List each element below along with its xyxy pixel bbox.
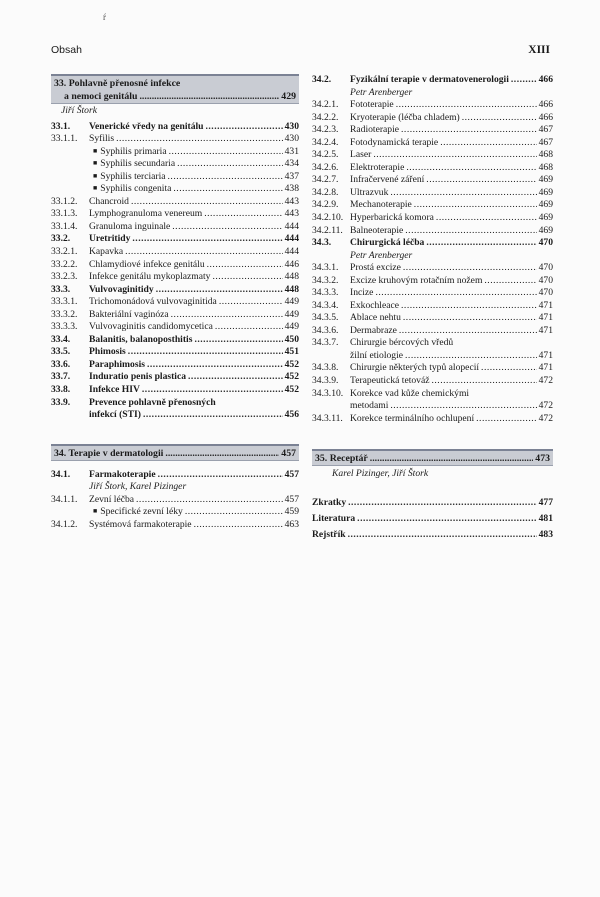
dot-leader bbox=[128, 346, 283, 359]
chapter-title: 35. Receptář bbox=[315, 453, 368, 465]
entry-page: 430 bbox=[284, 133, 299, 145]
dot-leader bbox=[171, 309, 283, 322]
entry-title: Ablace nehtu bbox=[350, 312, 401, 324]
entry-page: 444 bbox=[284, 245, 299, 257]
toc-entry[interactable]: 34.3.2. Excize kruhovým rotačním nožem ..... 470 bbox=[312, 275, 553, 288]
entry-title: Terapeutická tetováž bbox=[350, 375, 430, 387]
entry-title: Radioterapie bbox=[350, 124, 400, 136]
entry-title: Uretritidy bbox=[89, 233, 131, 245]
chapter-author: Karel Pizinger, Jiří Štork bbox=[332, 468, 429, 480]
toc-entry[interactable]: 33.3.1. Trichomonádová vulvovaginitida ..... 449 bbox=[51, 296, 299, 309]
dot-leader bbox=[147, 359, 283, 372]
toc-entry-34-2[interactable]: 34.2. Fyzikální terapie v dermatovenerologii ..... 466 bbox=[312, 74, 553, 87]
entry-page: 444 bbox=[284, 233, 299, 245]
dot-leader bbox=[132, 233, 282, 246]
dot-leader bbox=[194, 519, 283, 532]
dot-leader bbox=[131, 196, 283, 209]
entry-title: Chancroid bbox=[89, 195, 129, 207]
chapter-title: 34. Terapie v dermatologii bbox=[54, 447, 164, 459]
entry-page: 471 bbox=[538, 362, 553, 374]
section-author: Jiří Štork, Karel Pizinger bbox=[89, 481, 187, 493]
toc-entry[interactable]: 34.3.8. Chirurgie některých typů alopecií ..... 471 bbox=[312, 362, 553, 375]
chapter-35-header[interactable] bbox=[312, 449, 553, 466]
entry-title: Infekce genitálu mykoplazmaty bbox=[89, 271, 211, 283]
entry-title: Elektroterapie bbox=[350, 161, 405, 173]
entry-title: Infekce HIV bbox=[89, 383, 140, 395]
chapter-page: 429 bbox=[281, 90, 296, 102]
chapter-33-header[interactable] bbox=[51, 74, 299, 104]
dot-leader bbox=[172, 221, 282, 234]
toc-entry[interactable]: 34.3.9. Terapeutická tetováž ..... 472 bbox=[312, 375, 553, 388]
toc-entry-34-3-10[interactable]: 34.3.10. Korekce vad kůže chemickými bbox=[312, 387, 470, 399]
entry-page: 459 bbox=[284, 506, 299, 518]
toc-entry[interactable]: 34.2.2. Kryoterapie (léčba chladem) ..... 466 bbox=[312, 112, 553, 125]
dot-leader bbox=[406, 162, 536, 175]
dot-leader bbox=[401, 300, 537, 313]
toc-list-34-2 bbox=[312, 99, 553, 237]
dot-leader bbox=[169, 146, 283, 159]
entry-page: 438 bbox=[284, 183, 299, 195]
entry-title: Laser bbox=[350, 149, 372, 161]
entry-page: 443 bbox=[284, 208, 299, 220]
dot-leader bbox=[188, 371, 283, 384]
chapter-title-line2: a nemoci genitálu bbox=[64, 90, 138, 102]
entry-page: 452 bbox=[284, 371, 299, 383]
toc-entry[interactable]: 34.3.5. Ablace nehtu ..... 471 bbox=[312, 312, 553, 325]
toc-entry[interactable] bbox=[51, 183, 299, 196]
dot-leader bbox=[481, 362, 537, 375]
entry-page: 471 bbox=[538, 312, 553, 324]
entry-title: ■ Syphilis congenita bbox=[89, 183, 171, 196]
entry-page: 470 bbox=[538, 262, 553, 274]
entry-title: Bakteriální vaginóza bbox=[89, 308, 169, 320]
toc-entry[interactable]: 33.2.3. Infekce genitálu mykoplazmaty ..... 448 bbox=[51, 271, 299, 284]
dot-leader bbox=[168, 171, 283, 184]
entry-title: Incize bbox=[350, 287, 374, 299]
toc-entry[interactable] bbox=[51, 171, 299, 184]
dot-leader bbox=[125, 246, 283, 259]
toc-entry[interactable]: 33.8. Infekce HIV ..... 452 bbox=[51, 384, 299, 397]
entry-page: 434 bbox=[284, 158, 299, 170]
toc-entry[interactable]: 33.2. Uretritidy ..... 444 bbox=[51, 233, 299, 246]
page-header bbox=[51, 44, 550, 60]
entry-title: Prostá excize bbox=[350, 262, 401, 274]
toc-entry[interactable]: 34.3.6. Dermabraze ..... 471 bbox=[312, 325, 553, 338]
entry-page: 481 bbox=[538, 512, 553, 524]
dot-leader bbox=[177, 158, 283, 171]
entry-title: Zevní léčba bbox=[89, 493, 135, 505]
chapter-page: 457 bbox=[281, 447, 296, 459]
chapter-title-line1: 33. Pohlavně přenosné infekce bbox=[54, 78, 181, 89]
entry-title: ■ Syphilis primaria bbox=[89, 146, 167, 159]
dot-leader bbox=[206, 121, 283, 134]
toc-list-34-3b bbox=[312, 362, 553, 387]
toc-entry-33-9[interactable]: 33.9. Prevence pohlavně přenosných bbox=[51, 396, 216, 408]
dot-leader bbox=[403, 312, 537, 325]
toc-entry[interactable]: 34.2.4. Fotodynamická terapie ..... 467 bbox=[312, 137, 553, 150]
entry-page: 467 bbox=[538, 124, 553, 136]
entry-page: 463 bbox=[284, 518, 299, 530]
dot-leader bbox=[348, 495, 536, 511]
back-matter-list bbox=[312, 495, 553, 543]
toc-right-column bbox=[312, 74, 553, 543]
entry-page: 443 bbox=[284, 195, 299, 207]
page-number: XIII bbox=[528, 44, 550, 56]
dot-leader bbox=[116, 133, 283, 146]
entry-title: Induratio penis plastica bbox=[89, 371, 187, 383]
toc-entry[interactable] bbox=[51, 158, 299, 171]
toc-entry[interactable]: 33.1.4. Granuloma inguinale ..... 444 bbox=[51, 221, 299, 234]
entry-page: 446 bbox=[284, 258, 299, 270]
dot-leader bbox=[401, 124, 537, 137]
chapter-author: Jiří Štork bbox=[61, 105, 97, 116]
entry-title: Kapavka bbox=[89, 245, 124, 257]
dot-leader bbox=[212, 271, 282, 284]
entry-title: Balanitis, balanoposthitis bbox=[89, 333, 193, 345]
toc-list-34 bbox=[51, 494, 299, 532]
entry-title: Syfilis bbox=[89, 133, 115, 145]
entry-title: ■ Syphilis secundaria bbox=[89, 158, 175, 171]
toc-entry[interactable]: 34.2.9. Mechanoterapie ..... 469 bbox=[312, 199, 553, 212]
toc-entry[interactable]: 34.3.4. Exkochleace ..... 471 bbox=[312, 300, 553, 313]
entry-title: Ultrazvuk bbox=[350, 186, 389, 198]
entry-page: 451 bbox=[284, 346, 299, 358]
entry-title: Vulvovaginitidy bbox=[89, 283, 154, 295]
dot-leader bbox=[219, 296, 283, 309]
toc-entry[interactable]: 34.1.2. Systémová farmakoterapie ..... 463 bbox=[51, 519, 299, 532]
dot-leader bbox=[484, 275, 536, 288]
entry-title: Chirurgie některých typů alopecií bbox=[350, 362, 480, 374]
entry-page: 466 bbox=[538, 111, 553, 123]
toc-entry-34-3[interactable]: 34.3. Chirurgická léčba ..... 470 bbox=[312, 237, 553, 250]
dot-leader bbox=[156, 284, 283, 297]
dot-leader bbox=[462, 112, 537, 125]
toc-entry[interactable]: 33.1. Venerické vředy na genitálu ..... 430 bbox=[51, 121, 299, 134]
entry-page: 437 bbox=[284, 170, 299, 182]
toc-entry[interactable]: 33.6. Paraphimosis ..... 452 bbox=[51, 359, 299, 372]
entry-page: 470 bbox=[538, 274, 553, 286]
entry-page: 483 bbox=[538, 528, 553, 540]
toc-entry[interactable]: 34.1.1. Zevní léčba ..... 457 bbox=[51, 494, 299, 507]
dot-leader bbox=[373, 149, 536, 162]
entry-title: Granuloma inguinale bbox=[89, 220, 171, 232]
toc-entry-34-3-7-cont[interactable]: žilní etiologie ..... 471 bbox=[312, 350, 553, 363]
dot-leader bbox=[432, 375, 537, 388]
toc-entry[interactable]: 33.2.2. Chlamydiové infekce genitálu ..... 446 bbox=[51, 259, 299, 272]
entry-page: 468 bbox=[538, 161, 553, 173]
toc-entry[interactable] bbox=[51, 146, 299, 159]
entry-title: Rejstřík bbox=[312, 528, 346, 540]
toc-entry[interactable]: 34.2.7. Infračervené záření ..... 469 bbox=[312, 174, 553, 187]
toc-entry-34-1[interactable]: 34.1. Farmakoterapie ..... 457 bbox=[51, 469, 299, 482]
entry-title: Dermabraze bbox=[350, 324, 397, 336]
dot-leader bbox=[436, 212, 537, 225]
entry-title: Zkratky bbox=[312, 496, 347, 508]
dot-leader bbox=[403, 262, 537, 275]
entry-page: 449 bbox=[284, 308, 299, 320]
toc-left-column bbox=[51, 74, 299, 531]
entry-page: 430 bbox=[284, 120, 299, 132]
entry-page: 450 bbox=[284, 333, 299, 345]
toc-entry[interactable]: 33.3.3. Vulvovaginitis candidomycetica ..... 449 bbox=[51, 321, 299, 334]
entry-title: Venerické vředy na genitálu bbox=[89, 120, 204, 132]
dot-leader bbox=[348, 527, 537, 543]
scan-speck: ŕ bbox=[103, 12, 106, 22]
running-head: Obsah bbox=[51, 44, 82, 56]
toc-entry[interactable] bbox=[51, 506, 299, 519]
entry-title: Fototerapie bbox=[350, 99, 394, 111]
toc-entry[interactable]: 34.3.3. Incize ..... 470 bbox=[312, 287, 553, 300]
entry-page: 452 bbox=[284, 358, 299, 370]
toc-entry[interactable]: 34.2.6. Elektroterapie ..... 468 bbox=[312, 162, 553, 175]
dot-leader bbox=[207, 259, 283, 272]
dot-leader bbox=[396, 99, 537, 112]
dot-leader bbox=[194, 334, 282, 347]
back-matter-entry[interactable] bbox=[312, 511, 553, 527]
toc-entry[interactable]: 33.7. Induratio penis plastica ..... 452 bbox=[51, 371, 299, 384]
toc-entry[interactable]: 33.1.2. Chancroid ..... 443 bbox=[51, 196, 299, 209]
toc-entry[interactable]: 33.1.1. Syfilis ..... 430 bbox=[51, 133, 299, 146]
entry-page: 448 bbox=[284, 271, 299, 283]
dot-leader bbox=[215, 321, 283, 334]
toc-entry[interactable]: 33.5. Phimosis ..... 451 bbox=[51, 346, 299, 359]
dot-leader bbox=[405, 225, 536, 238]
entry-page: 469 bbox=[538, 211, 553, 223]
dot-leader bbox=[399, 325, 537, 338]
entry-title: Mechanoterapie bbox=[350, 199, 412, 211]
entry-title: Phimosis bbox=[89, 346, 126, 358]
entry-page: 444 bbox=[284, 220, 299, 232]
entry-title: Exkochleace bbox=[350, 299, 400, 311]
entry-title: ■ Specifické zevní léky bbox=[89, 506, 183, 519]
dot-leader bbox=[185, 506, 283, 519]
toc-entry[interactable]: 34.2.5. Laser ..... 468 bbox=[312, 149, 553, 162]
entry-title: Paraphimosis bbox=[89, 358, 145, 370]
entry-page: 472 bbox=[538, 375, 553, 387]
entry-page: 470 bbox=[538, 287, 553, 299]
entry-title: Vulvovaginitis candidomycetica bbox=[89, 321, 213, 333]
entry-title: Systémová farmakoterapie bbox=[89, 518, 192, 530]
toc-entry[interactable]: 34.2.8. Ultrazvuk ..... 469 bbox=[312, 187, 553, 200]
entry-title: Hyperbarická komora bbox=[350, 211, 434, 223]
entry-page: 469 bbox=[538, 199, 553, 211]
entry-title: Fotodynamická terapie bbox=[350, 136, 439, 148]
dot-leader bbox=[136, 494, 283, 507]
toc-entry[interactable]: 34.2.11. Balneoterapie ..... 469 bbox=[312, 225, 553, 238]
toc-entry[interactable]: 33.3.2. Bakteriální vaginóza ..... 449 bbox=[51, 309, 299, 322]
entry-page: 469 bbox=[538, 224, 553, 236]
section-author: Petr Arenberger bbox=[350, 249, 413, 261]
toc-entry[interactable]: 34.2.1. Fototerapie ..... 466 bbox=[312, 99, 553, 112]
entry-page: 466 bbox=[538, 99, 553, 111]
entry-page: 449 bbox=[284, 296, 299, 308]
entry-page: 431 bbox=[284, 145, 299, 157]
toc-entry-34-3-11[interactable]: 34.3.11. Korekce terminálního ochlupení ..... 472 bbox=[312, 413, 553, 426]
dot-leader bbox=[142, 384, 283, 397]
entry-title: ■ Syphilis terciaria bbox=[89, 171, 166, 184]
toc-entry[interactable]: 33.4. Balanitis, balanoposthitis ..... 450 bbox=[51, 334, 299, 347]
dot-leader bbox=[204, 208, 282, 221]
toc-list-34-3a bbox=[312, 262, 553, 337]
toc-entry[interactable]: 34.3.1. Prostá excize ..... 470 bbox=[312, 262, 553, 275]
entry-page: 469 bbox=[538, 186, 553, 198]
chapter-page: 473 bbox=[535, 453, 550, 465]
entry-page: 468 bbox=[538, 149, 553, 161]
entry-title: Trichomonádová vulvovaginitida bbox=[89, 296, 217, 308]
toc-entry-34-3-10-cont[interactable]: metodami ..... 472 bbox=[312, 400, 553, 413]
entry-title: Balneoterapie bbox=[350, 224, 404, 236]
entry-title: Excize kruhovým rotačním nožem bbox=[350, 274, 483, 286]
entry-title: Infračervené záření bbox=[350, 174, 425, 186]
entry-page: 457 bbox=[284, 493, 299, 505]
entry-page: 467 bbox=[538, 136, 553, 148]
toc-entry[interactable]: 33.1.3. Lymphogranuloma venereum ..... 443 bbox=[51, 208, 299, 221]
toc-entry-33-9-cont[interactable]: infekcí (STI) ..... 456 bbox=[51, 409, 299, 422]
entry-title: Kryoterapie (léčba chladem) bbox=[350, 111, 460, 123]
section-author: Petr Arenberger bbox=[350, 86, 413, 98]
back-matter-entry[interactable] bbox=[312, 527, 553, 543]
toc-entry[interactable]: 34.2.10. Hyperbarická komora ..... 469 bbox=[312, 212, 553, 225]
chapter-34-header[interactable] bbox=[51, 444, 299, 461]
dot-leader bbox=[414, 199, 537, 212]
toc-entry-34-3-7[interactable]: 34.3.7. Chirurgie bércových vředů bbox=[312, 337, 454, 349]
entry-page: 448 bbox=[284, 283, 299, 295]
entry-title: Lymphogranuloma venereum bbox=[89, 208, 203, 220]
entry-title: Chlamydiové infekce genitálu bbox=[89, 258, 205, 270]
toc-entry[interactable]: 34.2.3. Radioterapie ..... 467 bbox=[312, 124, 553, 137]
toc-entry[interactable]: 33.3. Vulvovaginitidy ..... 448 bbox=[51, 284, 299, 297]
entry-page: 471 bbox=[538, 299, 553, 311]
toc-list-33 bbox=[51, 121, 299, 397]
entry-title: Literatura bbox=[312, 512, 356, 524]
dot-leader bbox=[440, 137, 536, 150]
dot-leader bbox=[173, 183, 282, 196]
entry-page: 477 bbox=[538, 496, 553, 508]
dot-leader bbox=[357, 511, 536, 527]
toc-entry[interactable]: 33.2.1. Kapavka ..... 444 bbox=[51, 246, 299, 259]
dot-leader bbox=[390, 187, 536, 200]
back-matter-entry[interactable] bbox=[312, 495, 553, 511]
entry-page: 469 bbox=[538, 174, 553, 186]
entry-page: 449 bbox=[284, 321, 299, 333]
dot-leader bbox=[375, 287, 536, 300]
entry-page: 471 bbox=[538, 324, 553, 336]
dot-leader bbox=[426, 174, 536, 187]
entry-page: 452 bbox=[284, 383, 299, 395]
